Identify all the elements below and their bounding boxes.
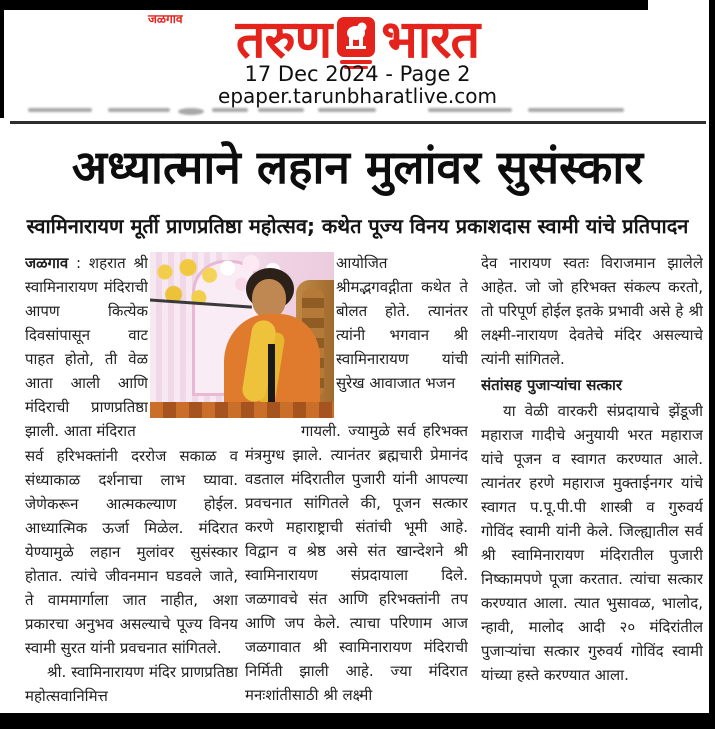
edition-city-label: जळगाव	[148, 12, 183, 26]
col3-paragraph-1: देव नारायण स्वतः विराजमान झालेले आहेत. जो जो हरिभक्त संकल्प करतो, तो परिपूर्ण होईल इतके प्रभावी असे हे श्री लक्ष्मी-नारायण देवतेचे मंदिर असल्याचे त्यांनी सांगितले.	[481, 254, 703, 368]
article-headline: अध्यात्माने लहान मुलांवर सुसंस्कार	[71, 140, 644, 194]
scan-border-right	[709, 0, 715, 729]
cropped-text-remnant	[108, 108, 170, 112]
masthead-word-bharat: भारत	[381, 10, 480, 70]
cropped-text-remnant	[178, 108, 204, 115]
col2-bottom-text: गायली. ज्यामुळे सर्व हरिभक्त मंत्रमुग्ध झाले. त्यानंतर ब्रह्मचारी प्रेमानंद वडताल मंदिरातील पुजारी यांनी आपल्या प्रवचनात सांगितले की, पूजन सत्कार करणे महाराष्ट्राची संतांची भूमी आहे. विद्वान व श्रेष्ठ असे संत खान्देशने श्री स्वामिनारायण संप्रदायाला दिले. जळगावचे संत आणि हरिभक्तांनी तप आणि जप केले. त्याचा परिणाम आज जळगावात श्री स्वामिनारायण मंदिराची निर्मिती झाली आहे. ज्या मंदिरात मनःशांतीसाठी श्री लक्ष्मी	[245, 422, 468, 704]
photo-bottom-garland	[150, 402, 334, 418]
article-col2-bottom	[245, 419, 468, 712]
article-col1-top	[25, 251, 148, 444]
cropped-text-remnant	[528, 108, 624, 112]
col1-paragraph-1: सर्व हरिभक्तांनी दररोज सकाळ व संध्याकाळ दर्शनाचा लाभ घ्यावा. जेणेकरून आत्मकल्याण होईल. आध्यात्मिक ऊर्जा मिळेल. मंदिरात येण्यामुळे लहान मुलांवर सुसंस्कार होतात. त्यांचे जीवनमान घडवले जाते, ते वाममार्गाला जात नाहीत, अशा प्रकारचा अनुभव असल्याचे पूज्य विनय स्वामी सुरत यांनी प्रवचनात सांगितले.	[25, 447, 238, 657]
article-subheadline: स्वामिनारायण मूर्ती प्राणप्रतिष्ठा महोत्सव; कथेत पूज्य विनय प्रकाशदास स्वामी यांचे प्रतिपादन	[26, 214, 689, 238]
newspaper-masthead	[0, 10, 715, 70]
article-col3	[481, 251, 703, 712]
article-col2-top	[336, 251, 468, 419]
epaper-website-url: epaper.tarunbharatlive.com	[218, 84, 497, 108]
col3-paragraph-2: या वेळी वारकरी संप्रदायाचे झेंडूजी महाराज गादीचे अनुयायी भरत महाराज यांचे पूजन व स्वागत करण्यात आले. त्यानंतर हरणे महाराज मुक्ताईनगर यांचे स्वागत प.पू.पी.पी शास्त्री व गुरुवर्य गोविंद स्वामी यांनी केले. जिल्ह्यातील सर्व श्री स्वामिनारायण मंदिरातील पुजारी निष्कामपणे पूजा करतात. त्यांचा सत्कार करण्यात आला. त्यात भुसावळ, भालोद, न्हावी, मालोद आदी २० मंदिरांतील पुजाऱ्यांचा सत्कार गुरुवर्य गोविंद स्वामी यांच्या हस्ते करण्यात आला.	[481, 402, 703, 684]
col1-top-text: : शहरात श्री स्वामिनारायण मंदिराची आपण कित्येक दिवसांपासून वाट पाहत होतो, ती वेळ आता आली आणि मंदिराची प्राणप्रतिष्ठा झाली. आता मंदिरात	[25, 254, 148, 440]
article-col1-bottom	[25, 444, 238, 712]
dateline-city: जळगाव	[25, 254, 69, 272]
photo-swami-face	[252, 279, 286, 319]
cropped-text-remnant	[318, 108, 376, 112]
cropped-text-remnant	[428, 108, 512, 112]
masthead-word-tarun: तरुण	[235, 10, 332, 70]
swami-pravachan-photo	[150, 252, 334, 418]
col1-paragraph-2: श्री. स्वामिनारायण मंदिर प्राणप्रतिष्ठा महोत्सवानिमित्त	[25, 663, 238, 705]
header-divider-rule	[10, 121, 706, 124]
cropped-text-remnant	[28, 108, 92, 112]
edition-date-page: 17 Dec 2024 - Page 2	[244, 62, 471, 86]
cropped-text-remnant	[258, 108, 304, 112]
scan-border-top	[0, 0, 648, 10]
cropped-text-remnant	[212, 108, 248, 112]
article-crosshead: संतांसह पुजाऱ्यांचा सत्कार	[481, 376, 623, 394]
col2-top-text: आयोजित श्रीमद्भगवद्गीता कथेत ते बोलत होते. त्यानंतर त्यांनी भगवान श्री स्वामिनारायण यांची सुरेख आवाजात भजन	[336, 254, 468, 392]
scan-border-bottom	[0, 713, 715, 729]
